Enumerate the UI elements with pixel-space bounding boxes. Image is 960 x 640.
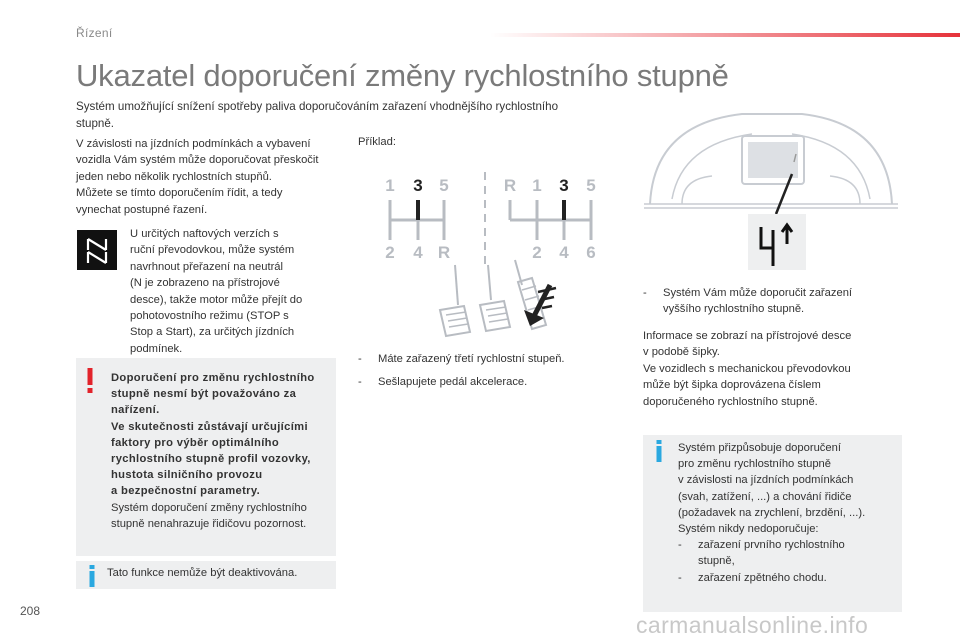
bullet-third-gear: - Máte zařazený třetí rychlostní stupeň. — [358, 353, 565, 365]
warning-text: Doporučení pro změnu rychlostního stupně nesmí být považováno za nařízení. Ve skutečnosti zůstávají určujícími faktory pro výběr optimálního rychlostního stupně profil vozovky, hustota silničního provozu a bezpečnostní parametry. Systém doporučení změny rychlostního stupně nenahrazuje řidičovu pozornost. — [111, 372, 315, 530]
gear-label: R — [437, 243, 451, 262]
shift-up-arrow-icon — [755, 222, 805, 268]
section-title: Řízení — [76, 26, 113, 40]
gear-label: 2 — [532, 243, 542, 262]
bullet-recommend-higher-gear: - Systém Vám může doporučit zařazení vyššího rychlostního stupně. — [643, 287, 853, 316]
bullet-accelerator: - Sešlapujete pedál akcelerace. — [358, 376, 528, 388]
header-accent-line — [490, 33, 960, 37]
left-paragraph-2: U určitých naftových verzích s ruční převodovkou, může systém navrhnout přeřazení na neutrál (N je zobrazeno na přístrojové desce), takže motor může přejít do pohotovostního režimu (STOP s Stop a Start), za určitých jízdních podmínek. — [130, 228, 303, 355]
left-paragraph-1: V závislosti na jízdních podmínkách a vybavení vozidla Vám systém může doporučovat přeskočit jeden nebo několik rychlostních stupňů. Můžete se tímto doporučením řídit, a tedy vynechat postupné řazení. — [76, 138, 319, 216]
gear-label: 4 — [559, 243, 569, 262]
neutral-gear-icon — [77, 230, 117, 270]
gear-label: 5 — [439, 176, 449, 195]
gearbox-5-speed — [385, 176, 450, 262]
gear-label: 6 — [586, 243, 596, 262]
right-paragraph: Informace se zobrazí na přístrojové desce v podobě šipky. Ve vozidlech s mechanickou převodovkou může být šipka doprovázena číslem doporučeného rychlostního stupně. — [643, 330, 852, 408]
info-icon — [87, 565, 99, 592]
gearbox-6-speed — [504, 176, 596, 262]
warning-exclamation-icon — [86, 368, 92, 399]
gear-label-selected: 3 — [413, 176, 423, 195]
page-title: Ukazatel doporučení změny rychlostního stupně — [76, 58, 729, 93]
gearbox-pedals-illustration — [360, 160, 620, 345]
gear-label: 5 — [586, 176, 596, 195]
info-text-left: Tato funkce nemůže být deaktivována. — [107, 567, 298, 579]
pedals — [440, 260, 556, 336]
intro-text: Systém umožňující snížení spotřeby paliva doporučováním zařazení vhodnějšího rychlostního stupně. — [76, 100, 559, 130]
example-label: Příklad: — [358, 136, 396, 148]
gear-label: R — [503, 176, 517, 195]
watermark: carmanualsonline.info — [636, 612, 869, 638]
gear-label: 1 — [532, 176, 542, 195]
info-icon — [654, 440, 666, 467]
gear-label-selected: 3 — [559, 176, 569, 195]
info-text-right: Systém přizpůsobuje doporučení pro změnu rychlostního stupně v závislosti na jízdních podmínkách (svah, zatížení, ...) a chování řidiče (požadavek na zrychlení, brzdění, ...). Systém nikdy nedoporučuje: - zařazení prvního rychlostního stupně, - zařazení zpětného chodu. — [678, 442, 866, 584]
gear-label: 1 — [385, 176, 395, 195]
gear-label: 4 — [413, 243, 423, 262]
gear-label: 2 — [385, 243, 395, 262]
page-number: 208 — [20, 604, 41, 618]
